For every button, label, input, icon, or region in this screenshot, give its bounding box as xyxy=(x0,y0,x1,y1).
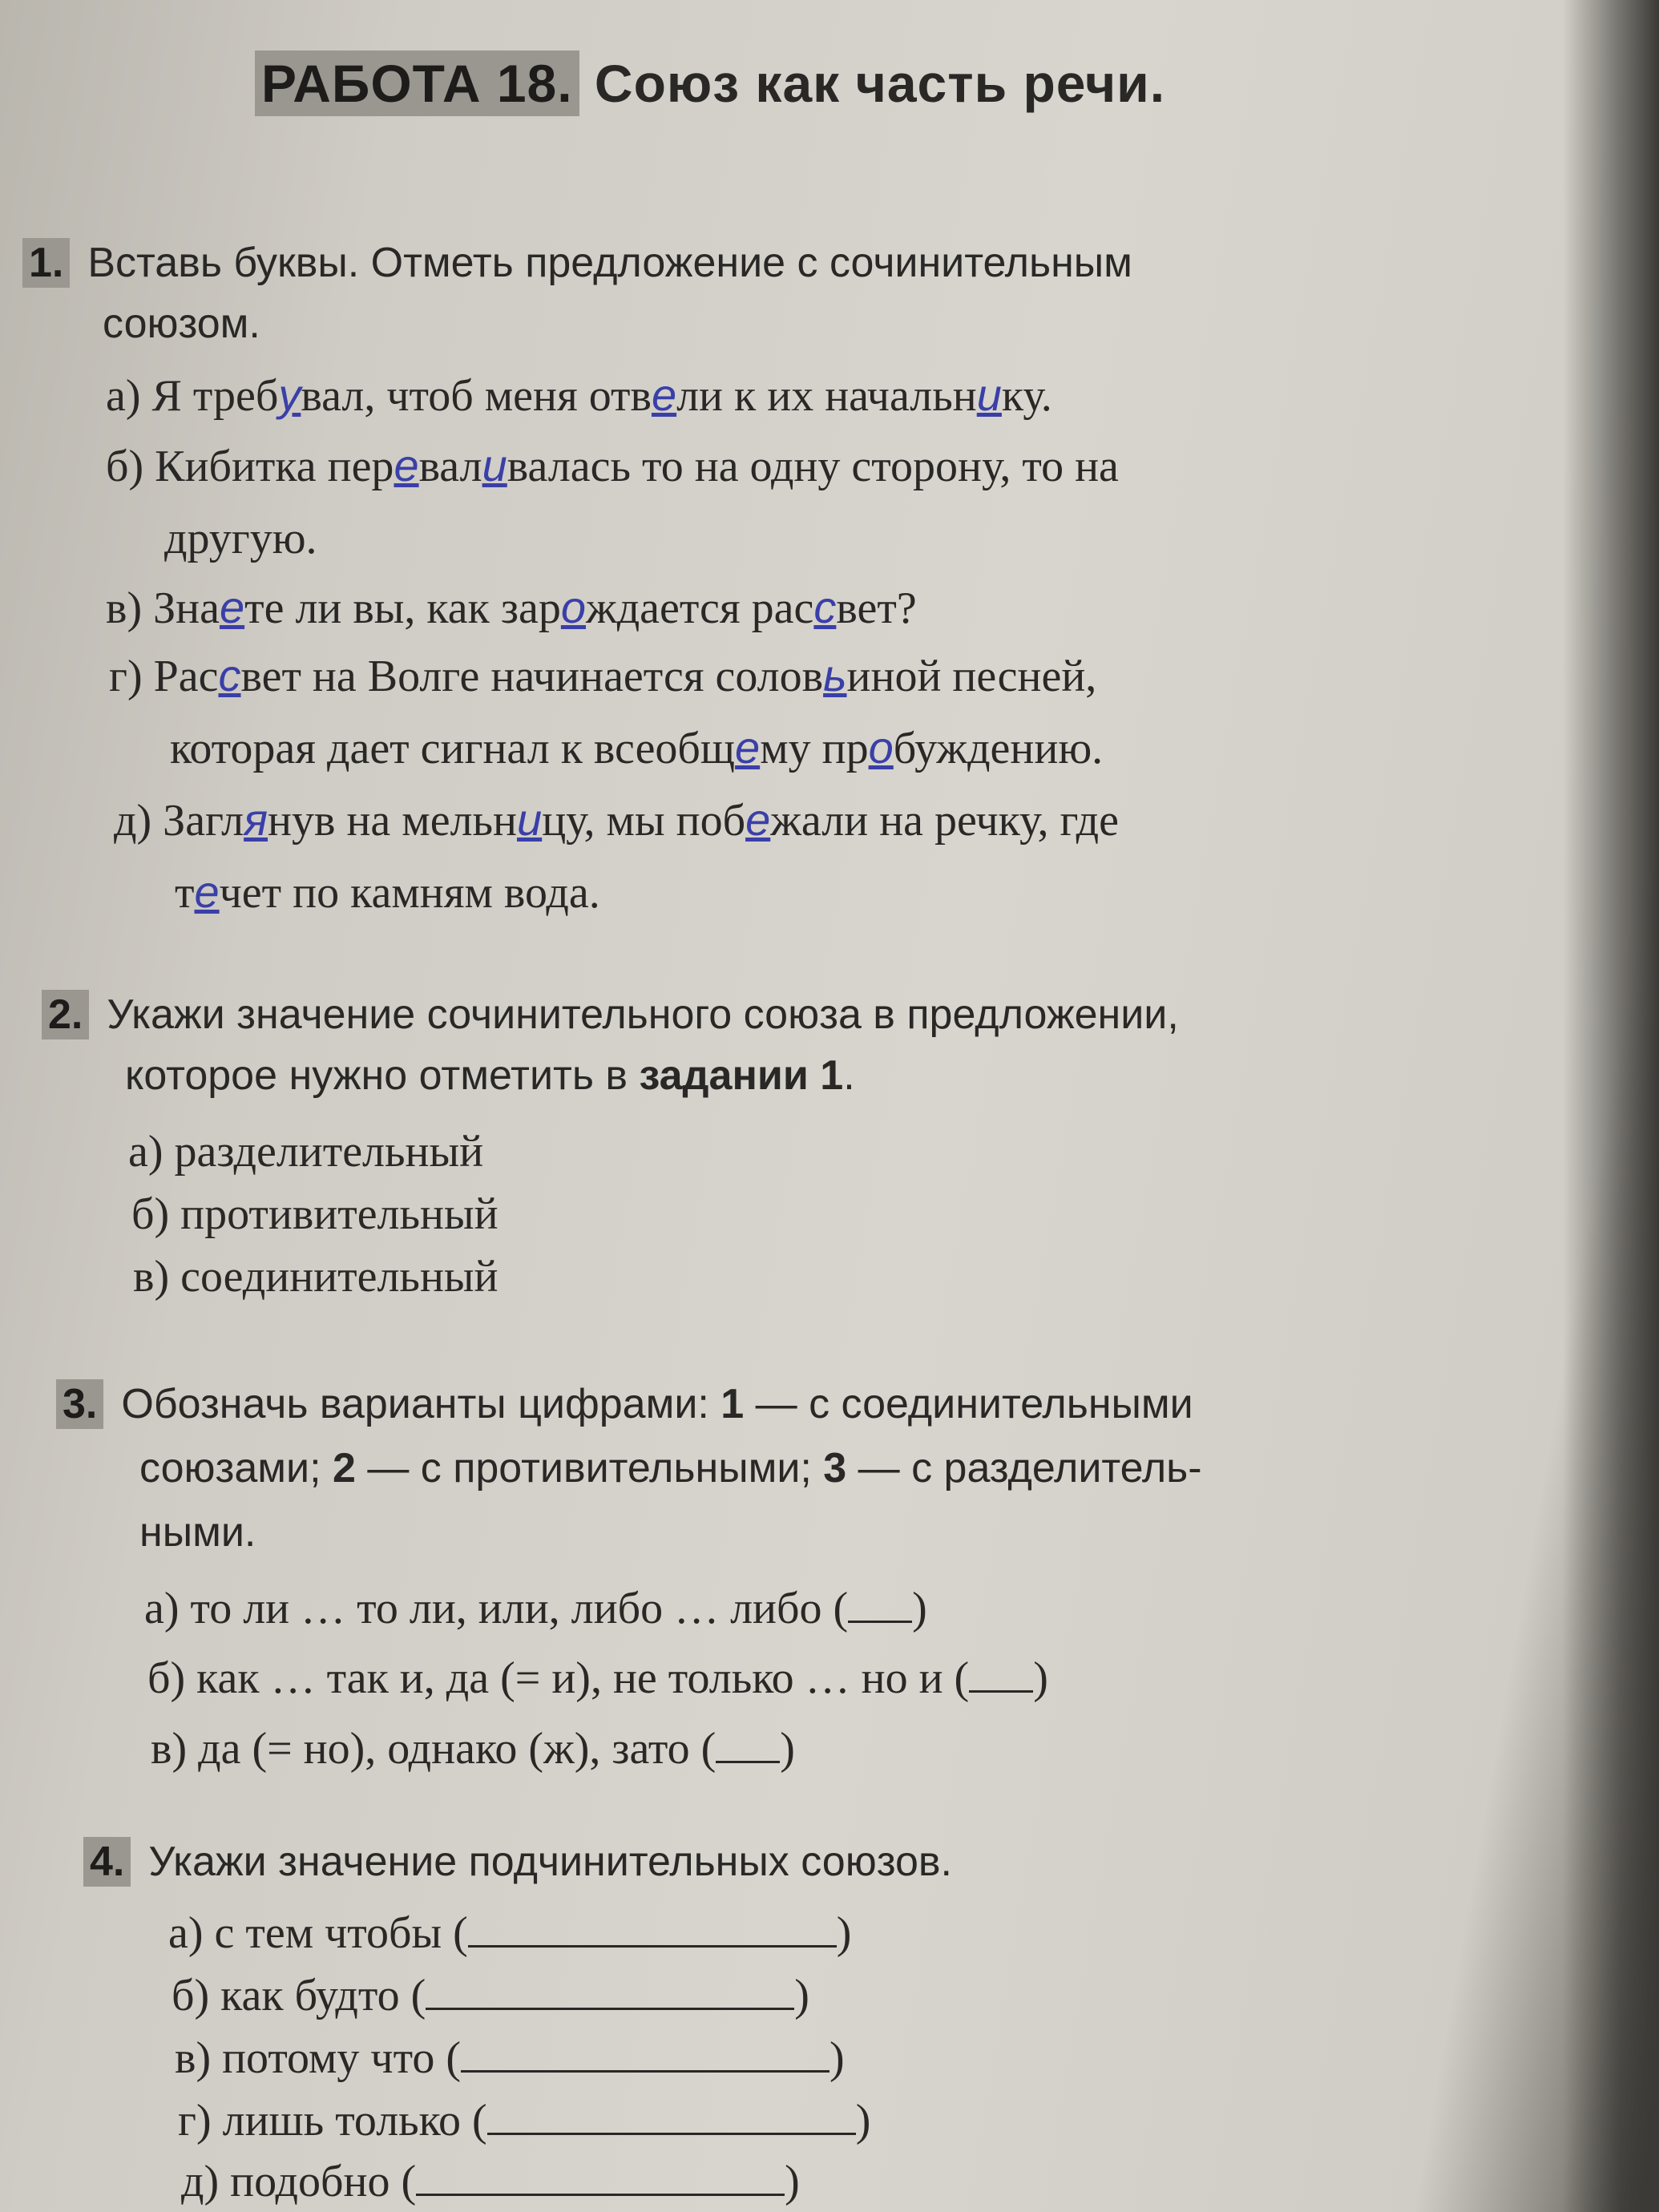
task4-number: 4. xyxy=(83,1837,131,1887)
task4-option-g: г) лишь только ( ) xyxy=(178,2096,871,2145)
work-number: РАБОТА 18. xyxy=(255,50,579,116)
task1-item-v: в) Знаете ли вы, как зарождается рассвет? xyxy=(106,582,917,633)
task1-item-d: д) Заглянув на мельницу, мы побежали на речку, где xyxy=(114,794,1119,846)
filled-letter: с xyxy=(813,582,837,632)
task1-item-b: б) Кибитка переваливалась то на одну сторону, то на xyxy=(106,440,1119,491)
task1-prompt-line1: Вставь буквы. Отметь предложение с сочинительным xyxy=(87,240,1132,286)
task1-item-g-cont: которая дает сигнал к всеобщему пробуждению. xyxy=(170,722,1104,773)
task1-number: 1. xyxy=(22,238,70,288)
task1-item-g: г) Рассвет на Волге начинается соловьиной песней, xyxy=(109,650,1097,701)
filled-letter: е xyxy=(735,722,761,773)
task1-item-d-cont: течет по камням вода. xyxy=(175,866,600,918)
task2-prompt: 2. Укажи значение сочинительного союза в предложении, которое нужно отметить в задании 1. xyxy=(42,984,1179,1106)
filled-letter: я xyxy=(244,794,268,845)
filled-letter: е xyxy=(219,582,245,632)
filled-letter: с xyxy=(218,650,241,700)
task3-number: 3. xyxy=(56,1379,103,1429)
task2-option-v: в) соединительный xyxy=(133,1252,499,1302)
answer-blank[interactable] xyxy=(487,2101,856,2135)
book-spine-shadow xyxy=(1563,0,1659,2212)
task3-option-v: в) да (= но), однако (ж), зато ( ) xyxy=(151,1724,795,1774)
task1-prompt-line2: союзом. xyxy=(103,301,260,347)
filled-letter: у xyxy=(278,369,301,420)
filled-letter: е xyxy=(194,866,220,917)
filled-letter: и xyxy=(517,794,543,845)
task1-item-a: а) Я требувал, чтоб меня отвели к их начальнику. xyxy=(106,369,1052,421)
answer-blank[interactable] xyxy=(416,2162,785,2196)
filled-letter: о xyxy=(868,722,894,773)
work-topic: Союз как часть речи. xyxy=(594,54,1166,113)
task3-option-a: а) то ли … то ли, или, либо … либо ( ) xyxy=(144,1584,927,1633)
answer-blank[interactable] xyxy=(716,1729,780,1763)
task1-item-b-cont: другую. xyxy=(164,514,317,563)
filled-letter: ь xyxy=(823,650,847,700)
task4-option-d: д) подобно ( ) xyxy=(181,2157,800,2206)
filled-letter: е xyxy=(745,794,771,845)
task3-prompt: 3. Обозначь варианты цифрами: 1 — с соединительными союзами; 2 — с противительными; 3 — с разделитель- ными. xyxy=(56,1372,1202,1564)
task4-prompt: 4. Укажи значение подчинительных союзов. xyxy=(83,1831,952,1892)
task4-option-v: в) потому что ( ) xyxy=(175,2033,845,2083)
task2-option-a: а) разделительный xyxy=(128,1127,484,1177)
task2-option-b: б) противительный xyxy=(131,1189,499,1239)
filled-letter: е xyxy=(651,369,677,420)
task4-option-b: б) как будто ( ) xyxy=(172,1971,809,2020)
answer-blank[interactable] xyxy=(426,1976,794,2010)
answer-blank[interactable] xyxy=(969,1658,1033,1693)
answer-blank[interactable] xyxy=(848,1588,912,1623)
filled-letter: е xyxy=(394,440,419,490)
answer-blank[interactable] xyxy=(468,1913,837,1948)
filled-letter: и xyxy=(482,440,507,490)
task4-option-a: а) с тем чтобы ( ) xyxy=(168,1908,852,1958)
filled-letter: о xyxy=(560,582,586,632)
filled-letter: и xyxy=(976,369,1002,420)
task3-option-b: б) как … так и, да (= и), не только … но и ( ) xyxy=(147,1653,1048,1703)
answer-blank[interactable] xyxy=(461,2038,830,2073)
task2-number: 2. xyxy=(42,990,89,1039)
task1-prompt xyxy=(22,232,1132,354)
page-title xyxy=(255,53,1165,114)
